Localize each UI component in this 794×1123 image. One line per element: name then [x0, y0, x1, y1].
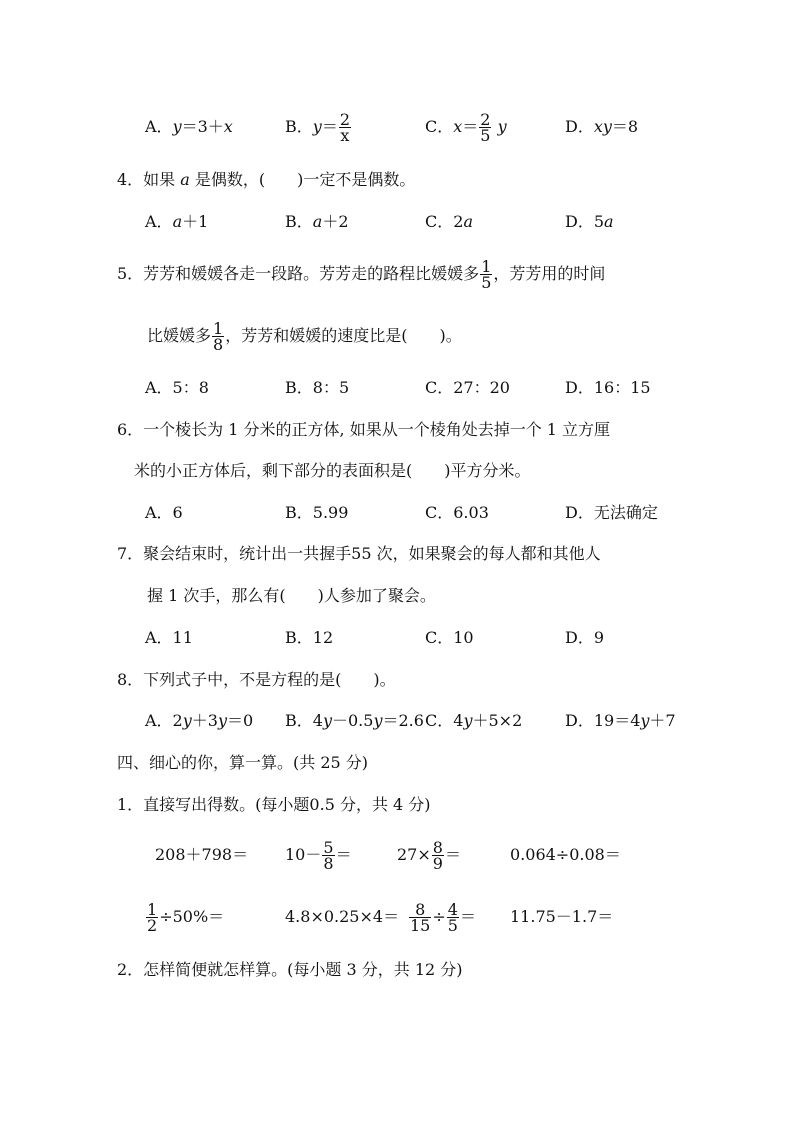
fraction: $\frac{2}{x}$ — [339, 110, 351, 145]
q4-option-a: A．a＋1 — [145, 212, 209, 231]
fraction: $\frac{8}{9}$ — [432, 838, 443, 873]
fraction: $\frac{1}{2}$ — [147, 900, 158, 935]
q6-line2: 米的小正方体后，剩下部分的表面积是( )平方分米。 — [134, 461, 531, 480]
q5-option-b: B．8：5 — [285, 378, 350, 397]
q4-stem: 4．如果 a 是偶数，( )一定不是偶数。 — [117, 170, 416, 189]
q6-option-d: D．无法确定 — [565, 503, 658, 522]
q4-option-b: B．a＋2 — [285, 212, 349, 231]
q8-option-b: B．4y－0.5y＝2.6 — [285, 711, 424, 730]
section-heading: 四、细心的你，算一算。(共 25 分) — [117, 753, 369, 772]
q7-option-a: A．11 — [145, 628, 193, 647]
fraction: $\frac{5}{8}$ — [323, 838, 334, 873]
q3-option-d: D．xy＝8 — [565, 117, 639, 136]
expr-5: $\frac{1}{2}$ ÷50%＝ — [147, 900, 225, 935]
q6-option-c: C．6.03 — [425, 503, 489, 522]
q6-line1: 6．一个棱长为 1 分米的正方体, 如果从一个棱角处去掉一个 1 立方厘 — [117, 420, 611, 439]
q4-option-d: D．5a — [565, 212, 614, 231]
q8-option-d: D．19＝4y＋7 — [565, 711, 676, 730]
q4-option-c: C．2a — [425, 212, 473, 231]
part2-instruction: 2．怎样简便就怎样算。(每小题 3 分，共 12 分) — [117, 960, 463, 979]
q5-option-d: D．16：15 — [565, 378, 651, 397]
q7-option-c: C．10 — [425, 628, 474, 647]
expr-4: 0.064÷0.08＝ — [510, 845, 621, 864]
q8-option-a: A．2y＋3y＝0 — [145, 711, 254, 730]
q6-option-a: A．6 — [145, 503, 183, 522]
expr-3: 27× $\frac{8}{9}$ ＝ — [397, 838, 461, 873]
part1-instruction: 1．直接写出得数。(每小题0.5 分，共 4 分) — [117, 795, 431, 814]
fraction: $\frac{1}{5}$ — [481, 257, 492, 292]
q8-stem: 8．下列式子中，不是方程的是( )。 — [117, 670, 396, 689]
fraction: $\frac{1}{8}$ — [213, 319, 224, 354]
q5-line2: 比媛媛多 $\frac{1}{8}$ ，芳芳和媛媛的速度比是( )。 — [147, 319, 462, 354]
q7-option-b: B．12 — [285, 628, 334, 647]
q7-line1: 7．聚会结束时，统计出一共握手55 次，如果聚会的每人都和其他人 — [117, 544, 601, 563]
q3-option-c: C．x＝ $\frac{2}{5}$ y — [425, 110, 507, 145]
fraction: $\frac{8}{15}$ — [410, 900, 431, 935]
expr-2: 10－ $\frac{5}{8}$ ＝ — [285, 838, 352, 873]
q8-option-c: C．4y＋5×2 — [425, 711, 523, 730]
expr-1: 208＋798＝ — [155, 845, 249, 864]
q3-option-a: A．y＝3＋x — [145, 117, 233, 136]
expr-7: $\frac{8}{15}$ ÷ $\frac{4}{5}$ ＝ — [410, 900, 476, 935]
fraction: $\frac{4}{5}$ — [447, 900, 458, 935]
q5-option-c: C．27：20 — [425, 378, 510, 397]
expr-8: 11.75－1.7＝ — [510, 907, 614, 926]
q6-option-b: B．5.99 — [285, 503, 349, 522]
q5-option-a: A．5：8 — [145, 378, 209, 397]
fraction: $\frac{2}{5}$ — [480, 110, 491, 145]
q7-line2: 握 1 次手，那么有( )人参加了聚会。 — [147, 586, 436, 605]
expr-6: 4.8×0.25×4＝ — [285, 907, 400, 926]
q5-line1: 5．芳芳和媛媛各走一段路。芳芳走的路程比媛媛多 $\frac{1}{5}$ ，芳芳用的时间 — [117, 257, 606, 292]
q3-option-b: B．y＝ $\frac{2}{x}$ — [285, 110, 351, 145]
q7-option-d: D．9 — [565, 628, 605, 647]
